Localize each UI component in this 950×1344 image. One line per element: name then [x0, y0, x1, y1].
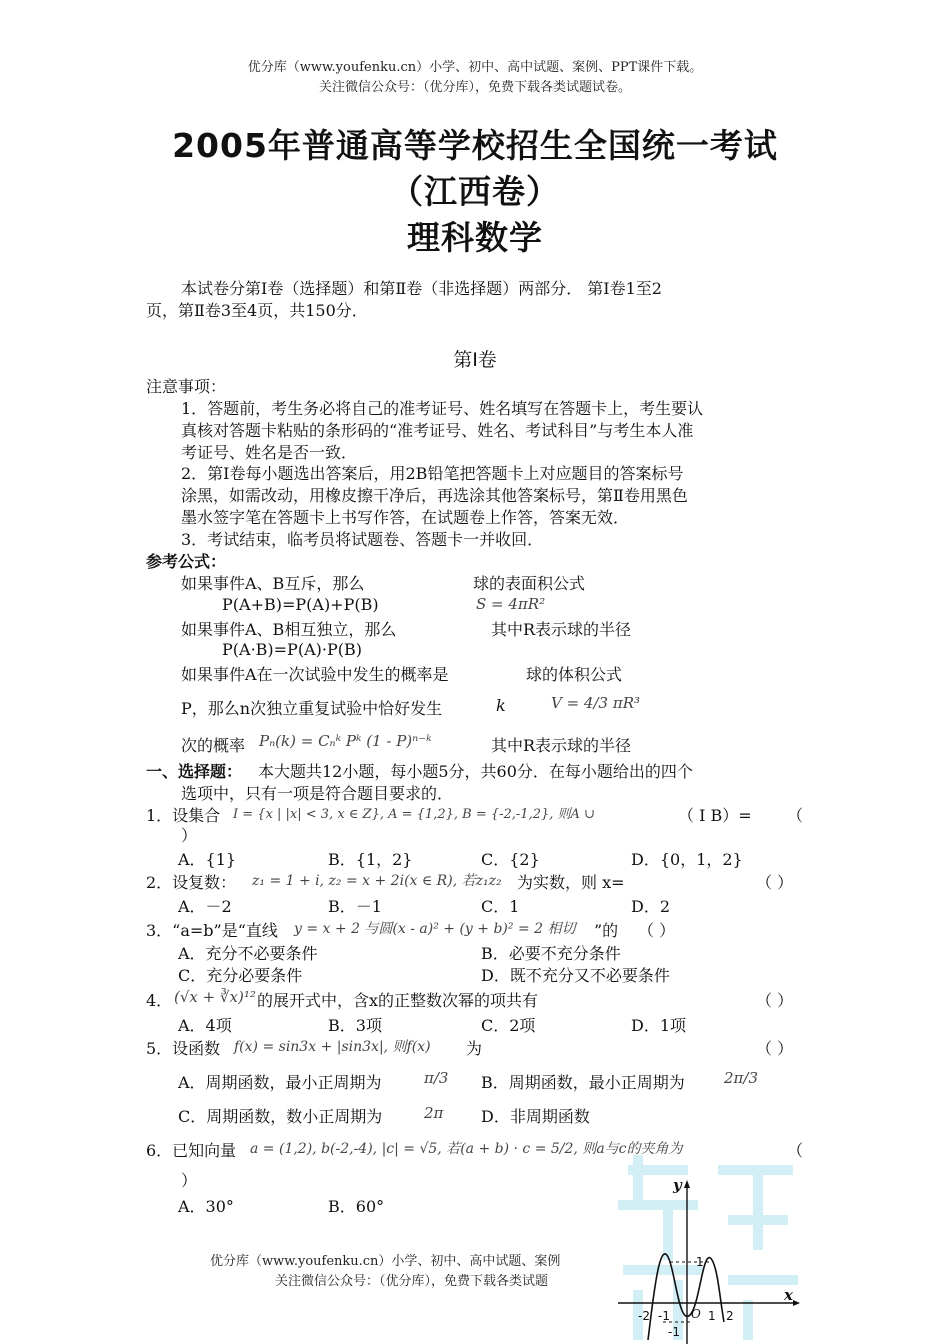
q1-tail: （ I B）= [678, 806, 752, 825]
note-line: 1．答题前，考生务必将自己的准考证号、姓名填写在答题卡上，考生要认 [181, 399, 704, 418]
q4-option: B．3项 [328, 1016, 382, 1035]
formula-left: P(A·B)=P(A)·P(B) [222, 640, 362, 659]
q2-option: B．－1 [328, 897, 382, 916]
q4-paren: （ ） [756, 991, 794, 1010]
title-subject: 理科数学 [407, 218, 543, 257]
q5-option-a-value: π/3 [424, 1069, 449, 1087]
formula-sphere-area: S = 4πR² [476, 595, 546, 613]
graph-svg [608, 1150, 808, 1344]
title-main: 2005年普通高等学校招生全国统一考试 [172, 126, 778, 165]
q1-paren-close: ） [181, 826, 198, 845]
note-line: 墨水签字笔在答题卡上书写作答，在试题卷上作答，答案无效． [181, 508, 630, 527]
x-axis-label: x [784, 1286, 793, 1304]
q3-option: C．充分必要条件 [178, 966, 303, 985]
formula-right: 其中R表示球的半径 [491, 736, 632, 755]
tick-label: 2 [726, 1309, 734, 1323]
part-text: 选项中，只有一项是符合题目要求的． [181, 784, 454, 803]
q6-paren: （ [787, 1141, 804, 1160]
tick-label: -1 [658, 1309, 670, 1323]
q3-option: A．充分不必要条件 [178, 944, 318, 963]
q4-option: D．1项 [631, 1016, 687, 1035]
q1-option: A．{1} [178, 850, 237, 869]
q4-option: A．4项 [178, 1016, 232, 1035]
q4-stem: 的展开式中，含x的正整数次幂的项共有 [257, 991, 539, 1010]
q6-option: A．30° [178, 1197, 234, 1216]
formulas-heading: 参考公式： [146, 552, 227, 571]
q5-option: D．非周期函数 [481, 1107, 590, 1126]
formula-right: 球的体积公式 [526, 665, 623, 684]
q6-stem: 6．已知向量 [146, 1141, 237, 1160]
q4-option: C．2项 [481, 1016, 536, 1035]
part-heading: 一、选择题： [146, 762, 243, 781]
q3-stem: 3．“a=b”是“直线 [146, 921, 278, 940]
q5-stem: 5．设函数 [146, 1039, 221, 1058]
note-line: 考证号、姓名是否一致． [181, 443, 358, 462]
q2-stem: 2．设复数： [146, 873, 237, 892]
section-title: 第Ⅰ卷 [453, 349, 497, 371]
q1-option: D．{0，1，2} [631, 850, 743, 869]
q6-option: B．60° [328, 1197, 385, 1216]
intro-line-2: 页，第Ⅱ卷3至4页，共150分． [146, 301, 368, 320]
q6-math: a = (1,2), b(-2,-4), |c| = √5, 若(a + b) · c = 5/2, 则a与c的夹角为 [250, 1141, 683, 1157]
q3-tail: ”的 [594, 921, 619, 940]
header-line-1: 优分库（www.youfenku.cn）小学、初中、高中试题、案例、PPT课件下载。 [247, 60, 703, 75]
part-text: 本大题共12小题，每小题5分，共60分．在每小题给出的四个 [258, 762, 693, 781]
q2-option: A．－2 [178, 897, 232, 916]
q5-option: A．周期函数，最小正周期为 [178, 1073, 382, 1092]
title-province: （江西卷） [390, 172, 560, 211]
q1-stem: 1．设集合 [146, 806, 221, 825]
q3-math: y = x + 2 与圆(x - a)² + (y + b)² = 2 相切 [294, 921, 576, 937]
formula-left: 次的概率 [181, 736, 246, 755]
q1-paren: （ [787, 806, 804, 825]
q3-option: D．既不充分又不必要条件 [481, 966, 670, 985]
formula-right: 球的表面积公式 [473, 574, 586, 593]
tick-label: O [691, 1307, 701, 1321]
footer-line-2: 关注微信公众号：（优分库），免费下载各类试题 [275, 1274, 549, 1289]
q5-option: B．周期函数，最小正周期为 [481, 1073, 685, 1092]
q6-paren-close: ） [181, 1171, 198, 1190]
tick-label: -2 [638, 1309, 650, 1323]
q5-math: f(x) = sin3x + |sin3x|, 则f(x) [234, 1039, 431, 1055]
note-line: 涂黑，如需改动，用橡皮擦干净后，再选涂其他答案标号，第Ⅱ卷用黑色 [181, 486, 688, 505]
q2-tail: 为实数，则 x= [517, 873, 625, 892]
q2-math: z₁ = 1 + i, z₂ = x + 2i(x ∈ R), 若z₁z₂ [252, 873, 502, 889]
q5-option-c-value: 2π [424, 1104, 444, 1122]
note-line: 2．第Ⅰ卷每小题选出答案后，用2B铅笔把答题卡上对应题目的答案标号 [181, 464, 684, 483]
y-tick-label: 1 [696, 1255, 704, 1269]
q2-option: C．1 [481, 897, 520, 916]
formula-left: 如果事件A在一次试验中发生的概率是 [181, 665, 449, 684]
formula-right: 其中R表示球的半径 [491, 620, 632, 639]
formula-left: P(A+B)=P(A)+P(B) [222, 595, 379, 614]
footer-line-1: 优分库（www.youfenku.cn）小学、初中、高中试题、案例 [210, 1254, 561, 1269]
q1-option: C．{2} [481, 850, 540, 869]
graph-figure [608, 1150, 808, 1344]
formula-left: P，那么n次独立重复试验中恰好发生 [181, 699, 443, 718]
q1-math: I = {x | |x| < 3, x ∈ Z}, A = {1,2}, B = {-2,-1,2}, 则A ∪ [233, 807, 595, 822]
q2-paren: （ ） [756, 873, 794, 892]
q5-tail: 为 [466, 1039, 483, 1058]
q4-math: (√x + ∛x)¹² [174, 988, 256, 1006]
header-line-2: 关注微信公众号：（优分库），免费下载各类试题试卷。 [318, 80, 631, 95]
q5-paren: （ ） [756, 1039, 794, 1058]
intro-line-1: 本试卷分第Ⅰ卷（选择题）和第Ⅱ卷（非选择题）两部分． 第Ⅰ卷1至2 [181, 279, 662, 298]
q1-option: B．{1，2} [328, 850, 413, 869]
formula-left: 如果事件A、B相互独立，那么 [181, 620, 397, 639]
note-line: 真核对答题卡粘贴的条形码的“准考证号、姓名、考试科目”与考生本人准 [181, 421, 694, 440]
y-axis-label: y [673, 1176, 682, 1194]
note-line: 3．考试结束，临考员将试题卷、答题卡一并收回． [181, 530, 544, 549]
notes-heading: 注意事项： [146, 377, 227, 396]
formula-binomial: Pₙ(k) = Cₙᵏ Pᵏ (1 - P)ⁿ⁻ᵏ [259, 732, 432, 750]
formula-sphere-volume: V = 4/3 πR³ [551, 694, 641, 712]
q5-option: C．周期函数，数小正周期为 [178, 1107, 383, 1126]
y-tick-label: -1 [668, 1325, 680, 1339]
q4-number: 4． [146, 991, 173, 1010]
formula-left: 如果事件A、B互斥，那么 [181, 574, 365, 593]
tick-label: 1 [708, 1309, 716, 1323]
formula-k: k [496, 696, 506, 715]
q3-option: B．必要不充分条件 [481, 944, 621, 963]
q2-option: D．2 [631, 897, 671, 916]
q3-paren: （ ） [638, 921, 676, 940]
q5-option-b-value: 2π/3 [724, 1069, 758, 1087]
